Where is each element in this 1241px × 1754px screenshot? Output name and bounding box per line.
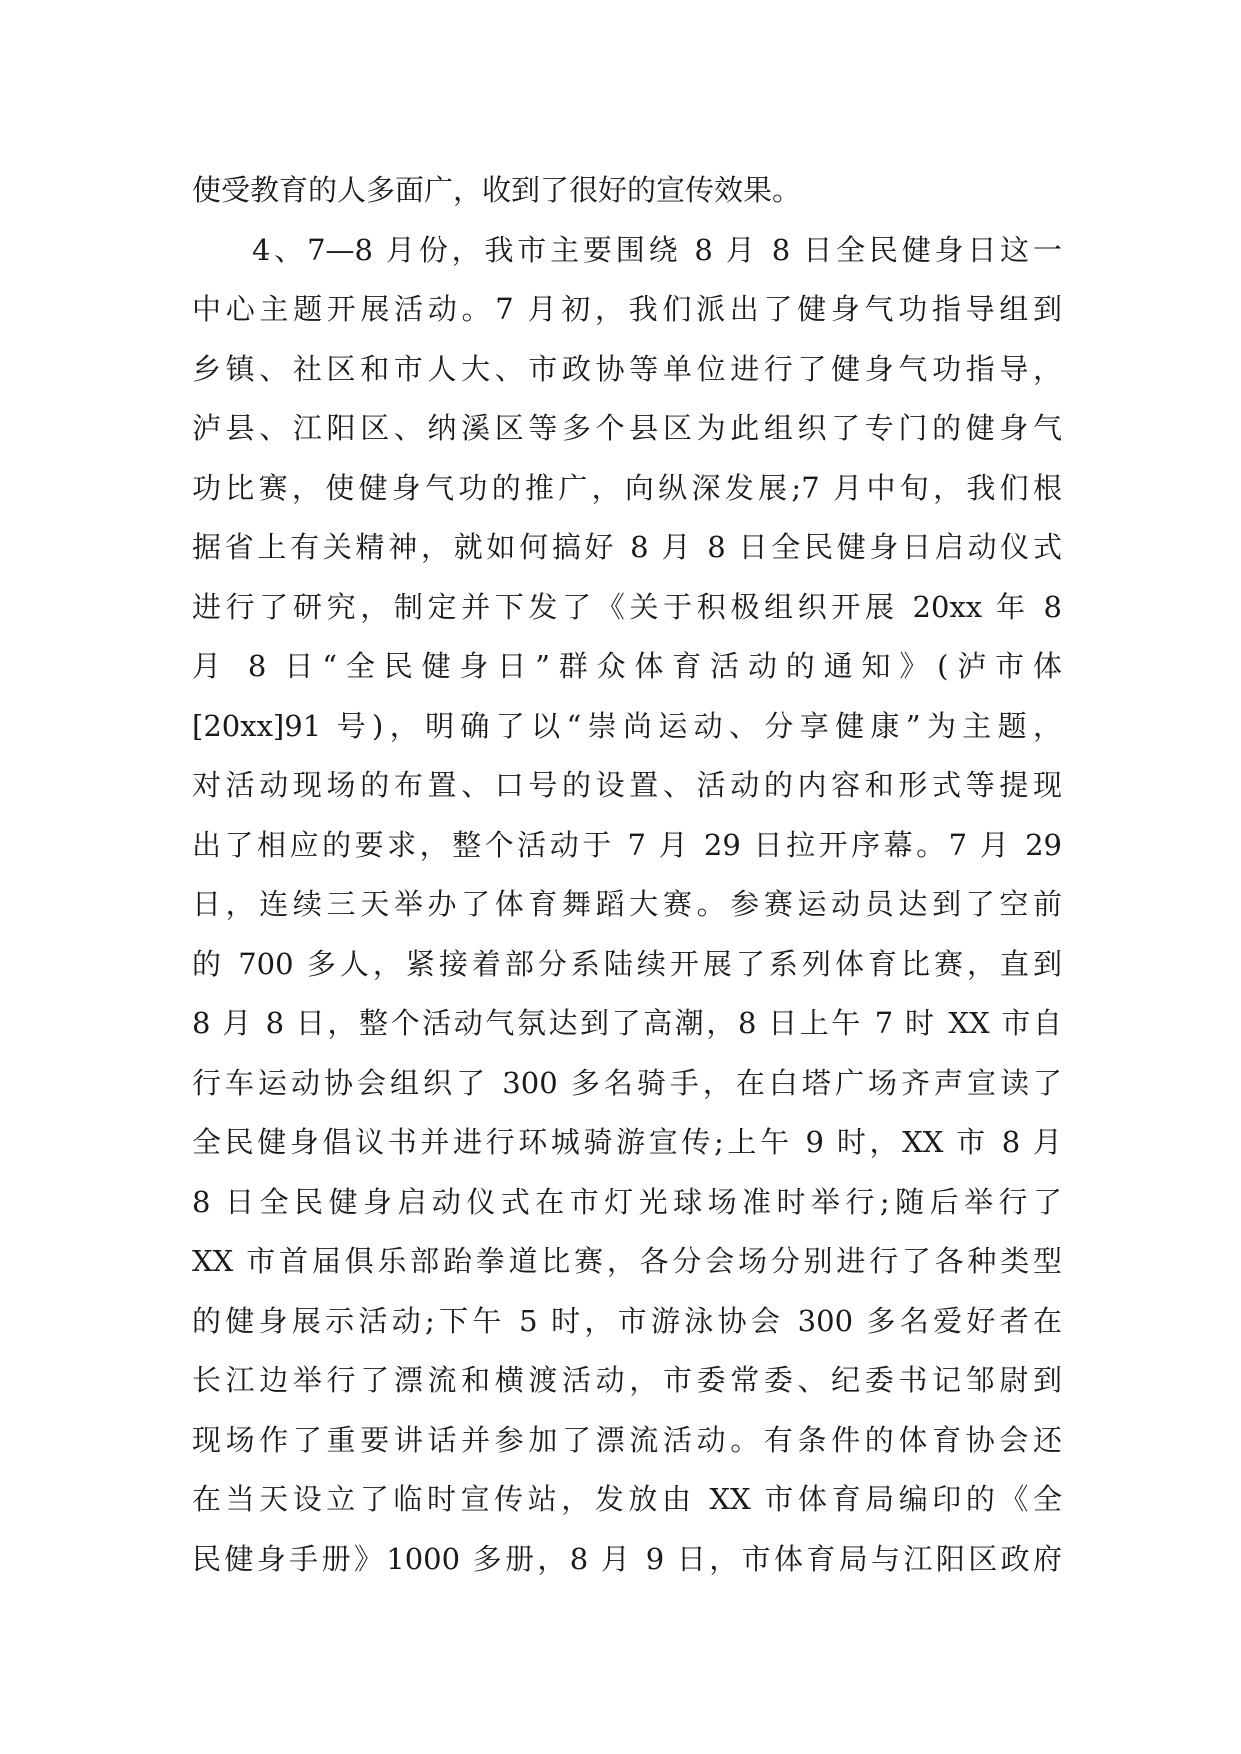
text-line: 行车运动协会组织了 300 多名骑手，在白塔广场齐声宣读了 <box>192 1065 1062 1100</box>
text-line: 8 月 8 日，整个活动气氛达到了高潮，8 日上午 7 时 XX 市自 <box>192 1006 1062 1040</box>
paragraph-first-line: 4、7—8 月份，我市主要围绕 8 月 8 日全民健身日这一 <box>252 232 1062 267</box>
text-line: XX 市首届俱乐部跆拳道比赛，各分会场分别进行了各种类型 <box>192 1244 1062 1278</box>
text-line: [20xx]91 号)，明确了以“崇尚运动、分享健康”为主题， <box>192 708 1062 743</box>
text-line: 进行了研究，制定并下发了《关于积极组织开展 20xx 年 8 <box>192 589 1062 624</box>
text-line: 在当天设立了临时宣传站，发放由 XX 市体育局编印的《全 <box>192 1482 1062 1516</box>
body-text <box>192 161 1062 1589</box>
text-line: 长江边举行了漂流和横渡活动，市委常委、纪委书记邹尉到 <box>192 1363 1062 1397</box>
text-line: 的健身展示活动;下午 5 时，市游泳协会 300 多名爱好者在 <box>192 1303 1062 1338</box>
text-line: 使受教育的人多面广，收到了很好的宣传效果。 <box>192 173 802 207</box>
text-line: 现场作了重要讲话并参加了漂流活动。有条件的体育协会还 <box>192 1422 1062 1457</box>
text-line: 据省上有关精神，就如何搞好 8 月 8 日全民健身日启动仪式 <box>192 530 1062 564</box>
text-line: 出了相应的要求，整个活动于 7 月 29 日拉开序幕。7 月 29 <box>192 827 1062 862</box>
text-line: 中心主题开展活动。7 月初，我们派出了健身气功指导组到 <box>192 292 1062 326</box>
text-line: 功比赛，使健身气功的推广，向纵深发展;7 月中旬，我们根 <box>192 470 1062 505</box>
text-line: 8 日全民健身启动仪式在市灯光球场准时举行;随后举行了 <box>192 1184 1062 1219</box>
text-line: 乡镇、社区和市人大、市政协等单位进行了健身气功指导， <box>192 351 1062 386</box>
text-line: 泸县、江阳区、纳溪区等多个县区为此组织了专门的健身气 <box>192 411 1062 445</box>
text-line: 对活动现场的布置、口号的设置、活动的内容和形式等提现 <box>192 768 1062 802</box>
text-line: 的 700 多人，紧接着部分系陆续开展了系列体育比赛，直到 <box>192 946 1062 981</box>
text-line: 全民健身倡议书并进行环城骑游宣传;上午 9 时，XX 市 8 月 <box>192 1125 1062 1159</box>
text-line: 日，连续三天举办了体育舞蹈大赛。参赛运动员达到了空前 <box>192 887 1062 921</box>
text-line: 民健身手册》1000 多册，8 月 9 日，市体育局与江阳区政府 <box>192 1541 1062 1576</box>
text-line: 月 8 日“全民健身日”群众体育活动的通知》(泸市体 <box>192 649 1062 683</box>
